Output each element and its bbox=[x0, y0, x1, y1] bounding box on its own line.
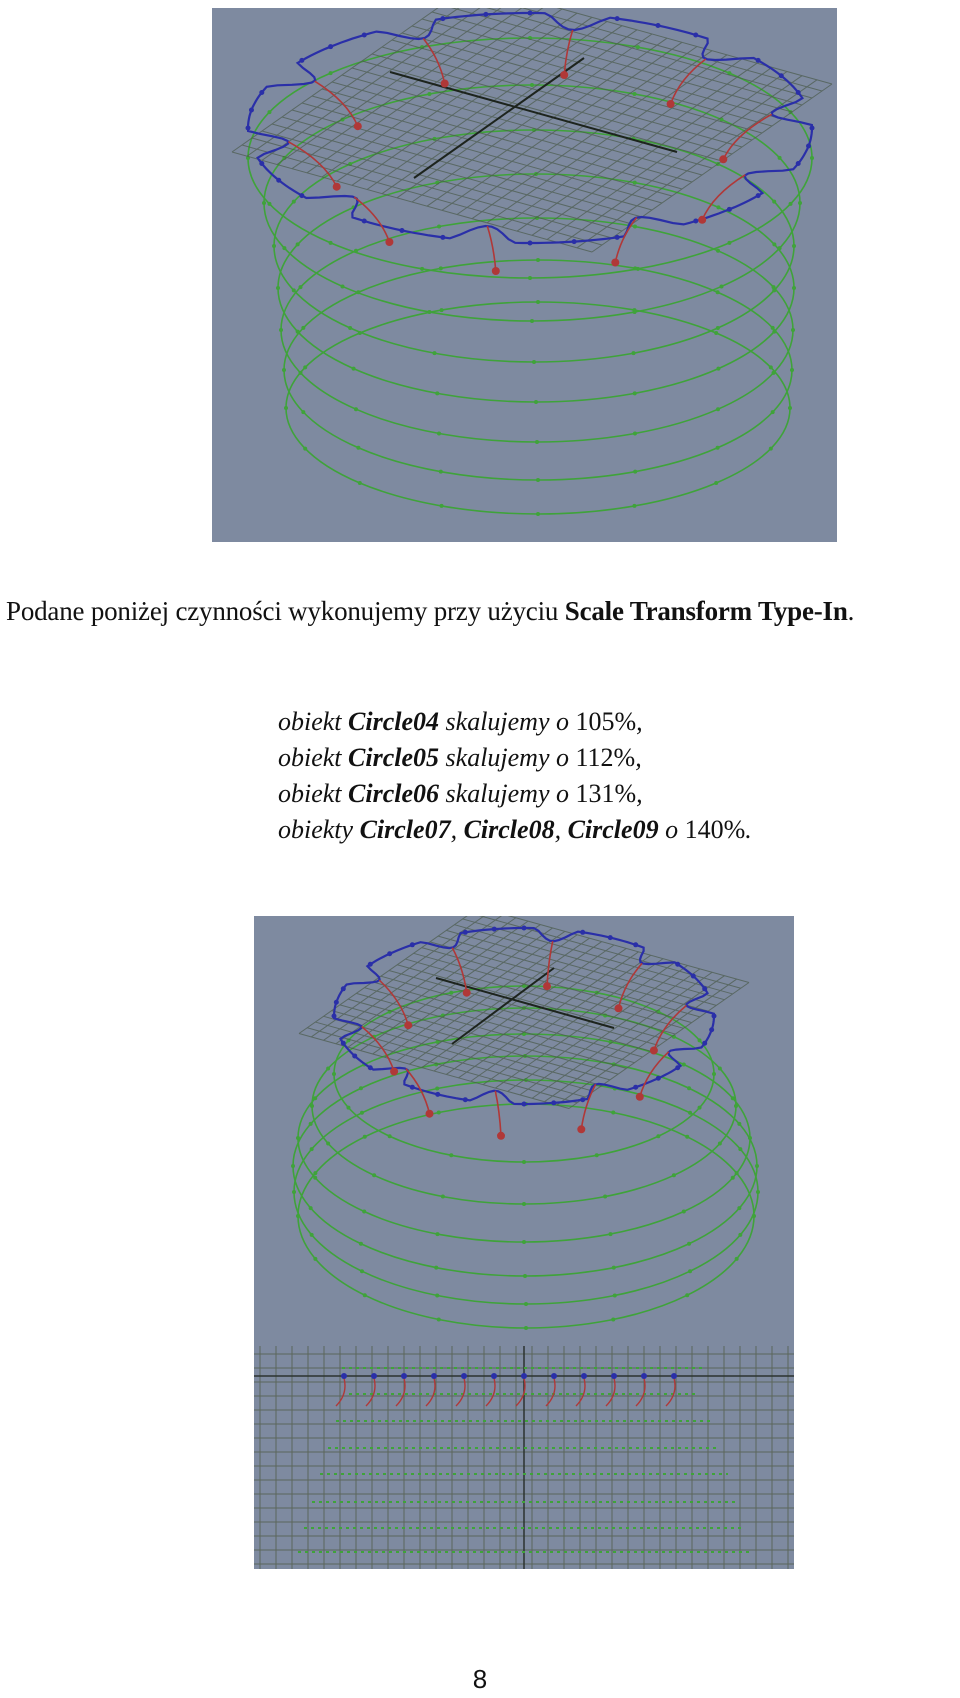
vertex-marker bbox=[796, 90, 801, 95]
vertex-marker bbox=[303, 447, 307, 451]
path-endpoint bbox=[577, 1125, 585, 1133]
vertex-marker bbox=[362, 219, 367, 224]
vertex-marker bbox=[360, 1111, 364, 1115]
path-endpoint bbox=[611, 259, 619, 267]
object-name: Circle06 bbox=[348, 779, 440, 808]
vertex-marker bbox=[698, 1038, 702, 1042]
vertex-marker bbox=[611, 1111, 615, 1115]
path-endpoint bbox=[390, 1068, 398, 1076]
vertex-marker bbox=[358, 481, 362, 485]
viewport-top-perspective bbox=[212, 8, 837, 542]
vertex-marker bbox=[328, 44, 333, 49]
vertex-marker bbox=[437, 1111, 441, 1115]
vertex-marker bbox=[685, 1135, 689, 1139]
intro-paragraph bbox=[6, 594, 956, 628]
scale-value: 112% bbox=[575, 743, 636, 772]
vertex-marker bbox=[615, 16, 620, 21]
vertex-marker bbox=[463, 930, 468, 935]
vertex-marker bbox=[772, 285, 776, 289]
vertex-marker bbox=[716, 367, 720, 371]
path-endpoint bbox=[426, 1110, 434, 1118]
vertex-marker bbox=[326, 1142, 330, 1146]
vertex-marker bbox=[790, 368, 794, 372]
vertex-marker bbox=[738, 1147, 742, 1151]
vertex-marker bbox=[536, 300, 540, 304]
vertex-marker bbox=[267, 202, 271, 206]
vertex-marker bbox=[752, 1214, 756, 1218]
vertex-marker bbox=[633, 266, 637, 270]
vertex-marker bbox=[326, 1066, 330, 1070]
vertex-marker bbox=[656, 1076, 661, 1081]
vertex-marker bbox=[410, 1085, 415, 1090]
step-verb: skalujemy o bbox=[439, 779, 576, 808]
circle-ring bbox=[264, 85, 800, 321]
path-endpoint bbox=[719, 155, 727, 163]
viewport-bottom-perspective bbox=[254, 916, 794, 1569]
vertex-marker bbox=[536, 258, 540, 262]
path-endpoint bbox=[497, 1132, 505, 1140]
step-prefix: obiekt bbox=[278, 743, 349, 772]
vertex-marker bbox=[440, 504, 444, 508]
path-endpoint bbox=[636, 1093, 644, 1101]
vertex-marker bbox=[714, 481, 718, 485]
vertex-marker bbox=[259, 161, 264, 166]
vertex-marker bbox=[530, 83, 534, 87]
separator: , bbox=[450, 815, 464, 844]
vertex-marker bbox=[528, 241, 533, 246]
vertex-marker bbox=[796, 161, 801, 166]
vertex-marker bbox=[309, 1122, 313, 1126]
vertex-marker bbox=[769, 447, 773, 451]
vertex-marker bbox=[346, 1106, 350, 1110]
vertex-marker bbox=[483, 12, 488, 17]
vertex-marker bbox=[334, 1000, 339, 1005]
vertex-marker bbox=[755, 1164, 759, 1168]
vertex-marker bbox=[536, 478, 540, 482]
vertex-marker bbox=[352, 367, 356, 371]
page-number: 8 bbox=[472, 1664, 488, 1694]
path-endpoint bbox=[615, 1004, 623, 1012]
vertex-marker bbox=[296, 1214, 300, 1218]
object-name: Circle05 bbox=[348, 743, 440, 772]
vertex-marker bbox=[491, 1373, 497, 1379]
vertex-marker bbox=[789, 202, 793, 206]
path-endpoint bbox=[698, 216, 706, 224]
vertex-marker bbox=[435, 1092, 440, 1097]
vertex-marker bbox=[688, 1269, 692, 1273]
vertex-marker bbox=[301, 326, 305, 330]
vertex-marker bbox=[772, 200, 776, 204]
vertex-marker bbox=[727, 241, 731, 245]
vertex-marker bbox=[731, 1096, 735, 1100]
path-curve bbox=[723, 114, 771, 159]
vertex-marker bbox=[633, 92, 637, 96]
vertex-marker bbox=[778, 156, 782, 160]
home-grid bbox=[299, 916, 749, 1109]
vertex-marker bbox=[656, 1134, 660, 1138]
vertex-marker bbox=[698, 1106, 702, 1110]
vertex-marker bbox=[551, 1373, 557, 1379]
vertex-marker bbox=[399, 228, 404, 233]
vertex-marker bbox=[716, 446, 720, 450]
vertex-marker bbox=[463, 1097, 468, 1102]
vertex-marker bbox=[368, 1065, 373, 1070]
vertex-marker bbox=[720, 284, 724, 288]
step-line bbox=[278, 776, 948, 812]
step-prefix: obiekt bbox=[278, 707, 349, 736]
vertex-marker bbox=[329, 241, 333, 245]
path-endpoint bbox=[354, 122, 362, 130]
intro-end: . bbox=[847, 596, 855, 626]
vertex-marker bbox=[716, 205, 720, 209]
vertex-marker bbox=[359, 1086, 363, 1090]
step-suffix: . bbox=[745, 815, 752, 844]
vertex-marker bbox=[296, 242, 300, 246]
vertex-marker bbox=[675, 962, 680, 967]
vertex-marker bbox=[580, 930, 585, 935]
vertex-marker bbox=[440, 16, 445, 21]
step-verb: skalujemy o bbox=[439, 707, 576, 736]
vertex-marker bbox=[688, 1111, 692, 1115]
vertex-marker bbox=[440, 308, 444, 312]
vertex-marker bbox=[798, 201, 802, 205]
path-endpoint bbox=[463, 989, 471, 997]
vertex-marker bbox=[810, 156, 814, 160]
vertex-marker bbox=[387, 951, 392, 956]
vertex-marker bbox=[282, 246, 286, 250]
vertex-marker bbox=[523, 1274, 527, 1278]
vertex-marker bbox=[633, 391, 637, 395]
vertex-marker bbox=[528, 276, 532, 280]
gear-profile-spline bbox=[246, 11, 815, 276]
vertex-marker bbox=[535, 440, 539, 444]
vertex-marker bbox=[301, 410, 305, 414]
vertex-marker bbox=[691, 974, 696, 979]
vertex-marker bbox=[702, 986, 707, 991]
vertex-marker bbox=[641, 1373, 647, 1379]
vertex-marker bbox=[737, 1122, 741, 1126]
scene-bottom bbox=[254, 916, 794, 1569]
vertex-marker bbox=[712, 1072, 716, 1076]
vertex-marker bbox=[348, 326, 352, 330]
vertex-marker bbox=[332, 1072, 336, 1076]
path-endpoint bbox=[667, 100, 675, 108]
vertex-marker bbox=[756, 58, 761, 63]
vertex-marker bbox=[712, 1014, 717, 1019]
vertex-marker bbox=[672, 1173, 676, 1177]
vertex-marker bbox=[299, 193, 304, 198]
vertex-marker bbox=[792, 286, 796, 290]
vertex-marker bbox=[267, 110, 271, 114]
vertex-marker bbox=[772, 242, 776, 246]
vertex-marker bbox=[354, 249, 358, 253]
vertex-marker bbox=[522, 926, 527, 931]
vertex-marker bbox=[522, 1240, 526, 1244]
vertex-marker bbox=[341, 1041, 346, 1046]
vertex-marker bbox=[524, 1326, 528, 1330]
vertex-marker bbox=[685, 1293, 689, 1297]
scene-top bbox=[212, 8, 837, 542]
vertex-marker bbox=[756, 193, 761, 198]
vertex-marker bbox=[737, 1206, 741, 1210]
vertex-marker bbox=[603, 1195, 607, 1199]
vertex-marker bbox=[727, 207, 732, 212]
vertex-marker bbox=[313, 1176, 317, 1180]
vertex-marker bbox=[292, 200, 296, 204]
vertex-marker bbox=[461, 1373, 467, 1379]
vertex-marker bbox=[368, 962, 373, 967]
scaling-steps-list bbox=[278, 704, 948, 848]
vertex-marker bbox=[632, 308, 636, 312]
vertex-marker bbox=[303, 365, 307, 369]
vertex-marker bbox=[687, 1086, 691, 1090]
path-endpoint bbox=[492, 267, 500, 275]
vertex-marker bbox=[532, 360, 536, 364]
vertex-marker bbox=[769, 365, 773, 369]
vertex-marker bbox=[276, 178, 281, 183]
vertex-marker bbox=[352, 1053, 357, 1058]
vertex-marker bbox=[791, 328, 795, 332]
vertex-marker bbox=[581, 1373, 587, 1379]
vertex-marker bbox=[371, 1373, 377, 1379]
vertex-marker bbox=[682, 1210, 686, 1214]
vertex-marker bbox=[359, 1242, 363, 1246]
vertex-marker bbox=[433, 351, 437, 355]
vertex-marker bbox=[735, 1257, 739, 1261]
vertex-marker bbox=[551, 1100, 556, 1105]
vertex-marker bbox=[437, 225, 441, 229]
scale-value: 140% bbox=[684, 815, 746, 844]
vertex-marker bbox=[709, 1027, 714, 1032]
vertex-marker bbox=[363, 1293, 367, 1297]
vertex-marker bbox=[524, 1302, 528, 1306]
object-name: Circle09 bbox=[567, 815, 659, 844]
vertex-marker bbox=[340, 284, 344, 288]
vertex-marker bbox=[530, 319, 534, 323]
vertex-marker bbox=[356, 290, 360, 294]
vertex-marker bbox=[427, 92, 431, 96]
vertex-marker bbox=[633, 1085, 638, 1090]
vertex-marker bbox=[272, 244, 276, 248]
path-endpoint bbox=[560, 71, 568, 79]
vertex-marker bbox=[771, 410, 775, 414]
intro-text: Podane poniżej czynności wykonujemy przy użyciu bbox=[6, 596, 565, 626]
vertex-marker bbox=[435, 1087, 439, 1091]
step-prefix: obiekty bbox=[278, 815, 360, 844]
vertex-marker bbox=[595, 1153, 599, 1157]
step-line bbox=[278, 740, 948, 776]
vertex-marker bbox=[572, 239, 577, 244]
vertex-marker bbox=[738, 1233, 742, 1237]
object-name: Circle07 bbox=[359, 815, 451, 844]
vertex-marker bbox=[693, 219, 698, 224]
vertex-marker bbox=[716, 407, 720, 411]
vertex-marker bbox=[792, 244, 796, 248]
vertex-marker bbox=[291, 1164, 295, 1168]
vertex-marker bbox=[431, 1373, 437, 1379]
vertex-marker bbox=[435, 391, 439, 395]
vertex-marker bbox=[779, 73, 784, 78]
path-endpoint bbox=[650, 1047, 658, 1055]
vertex-marker bbox=[810, 126, 815, 131]
vertex-marker bbox=[521, 1373, 527, 1379]
vertex-marker bbox=[522, 1102, 527, 1107]
vertex-marker bbox=[310, 1233, 314, 1237]
vertex-marker bbox=[633, 181, 637, 185]
path-endpoint bbox=[385, 238, 393, 246]
step-verb: skalujemy o bbox=[439, 743, 576, 772]
vertex-marker bbox=[522, 1202, 526, 1206]
vertex-marker bbox=[536, 512, 540, 516]
path-curve bbox=[547, 941, 553, 986]
vertex-marker bbox=[360, 1269, 364, 1273]
vertex-marker bbox=[682, 1062, 686, 1066]
path-endpoint bbox=[404, 1021, 412, 1029]
vertex-marker bbox=[611, 1317, 615, 1321]
vertex-marker bbox=[259, 90, 264, 95]
vertex-marker bbox=[329, 71, 333, 75]
vertex-marker bbox=[313, 1096, 317, 1100]
path-endpoint bbox=[543, 982, 551, 990]
vertex-marker bbox=[687, 1242, 691, 1246]
step-line-last bbox=[278, 812, 948, 848]
vertex-marker bbox=[534, 400, 538, 404]
vertex-marker bbox=[522, 1160, 526, 1164]
step-suffix: , bbox=[636, 779, 643, 808]
vertex-marker bbox=[363, 1135, 367, 1139]
vertex-marker bbox=[298, 285, 302, 289]
step-line bbox=[278, 704, 948, 740]
vertex-marker bbox=[612, 1266, 616, 1270]
vertex-marker bbox=[613, 1293, 617, 1297]
vertex-marker bbox=[388, 1134, 392, 1138]
vertex-marker bbox=[282, 368, 286, 372]
step-suffix: , bbox=[636, 707, 643, 736]
vertex-marker bbox=[693, 32, 698, 37]
vertex-marker bbox=[341, 1373, 347, 1379]
path-curve bbox=[702, 175, 745, 220]
vertex-marker bbox=[788, 406, 792, 410]
scale-value: 131% bbox=[575, 779, 637, 808]
vertex-marker bbox=[313, 1257, 317, 1261]
path-endpoint bbox=[441, 80, 449, 88]
path-curve bbox=[495, 1091, 501, 1136]
vertex-marker bbox=[702, 1041, 707, 1046]
vertex-marker bbox=[636, 45, 640, 49]
tool-name: Scale Transform Type-In bbox=[564, 596, 848, 626]
step-verb: o bbox=[658, 815, 685, 844]
vertex-marker bbox=[718, 1142, 722, 1146]
vertex-marker bbox=[249, 108, 254, 113]
vertex-marker bbox=[675, 1065, 680, 1070]
vertex-marker bbox=[437, 1317, 441, 1321]
vertex-marker bbox=[449, 991, 453, 995]
vertex-marker bbox=[718, 1066, 722, 1070]
vertex-marker bbox=[716, 249, 720, 253]
vertex-marker bbox=[332, 1014, 337, 1019]
vertex-marker bbox=[310, 1147, 314, 1151]
vertex-marker bbox=[436, 1232, 440, 1236]
vertex-marker bbox=[362, 32, 367, 37]
vertex-marker bbox=[440, 235, 445, 240]
vertex-marker bbox=[771, 326, 775, 330]
scale-value: 105% bbox=[575, 707, 637, 736]
vertex-marker bbox=[656, 23, 661, 28]
vertex-marker bbox=[372, 1173, 376, 1177]
vertex-marker bbox=[633, 431, 637, 435]
vertex-marker bbox=[437, 431, 441, 435]
vertex-marker bbox=[362, 1210, 366, 1214]
vertex-marker bbox=[633, 470, 637, 474]
vertex-marker bbox=[356, 446, 360, 450]
vertex-marker bbox=[608, 1232, 612, 1236]
vertex-marker bbox=[806, 143, 811, 148]
vertex-marker bbox=[671, 1373, 677, 1379]
vertex-marker bbox=[420, 267, 424, 271]
vertex-marker bbox=[608, 935, 613, 940]
vertex-marker bbox=[435, 1293, 439, 1297]
vertex-marker bbox=[284, 406, 288, 410]
step-prefix: obiekt bbox=[278, 779, 349, 808]
vertex-marker bbox=[358, 331, 362, 335]
vertex-marker bbox=[735, 1171, 739, 1175]
vertex-marker bbox=[714, 331, 718, 335]
vertex-marker bbox=[354, 407, 358, 411]
green-circle-rings bbox=[291, 984, 760, 1330]
step-suffix: , bbox=[635, 743, 642, 772]
path-endpoint bbox=[333, 183, 341, 191]
vertex-marker bbox=[731, 1176, 735, 1180]
vertex-marker bbox=[716, 290, 720, 294]
vertex-marker bbox=[434, 1266, 438, 1270]
vertex-marker bbox=[292, 1190, 296, 1194]
vertex-marker bbox=[633, 225, 637, 229]
vertex-marker bbox=[631, 351, 635, 355]
vertex-marker bbox=[611, 1373, 617, 1379]
vertex-marker bbox=[633, 942, 638, 947]
vertex-marker bbox=[441, 1195, 445, 1199]
vertex-marker bbox=[262, 201, 266, 205]
vertex-marker bbox=[276, 286, 280, 290]
separator: , bbox=[554, 815, 568, 844]
vertex-marker bbox=[615, 235, 620, 240]
vertex-marker bbox=[401, 1373, 407, 1379]
vertex-marker bbox=[632, 504, 636, 508]
vertex-marker bbox=[449, 1153, 453, 1157]
vertex-marker bbox=[492, 927, 497, 932]
vertex-marker bbox=[439, 470, 443, 474]
object-name: Circle08 bbox=[463, 815, 555, 844]
vertex-marker bbox=[341, 986, 346, 991]
path-curve bbox=[487, 226, 496, 271]
vertex-marker bbox=[246, 126, 251, 131]
vertex-marker bbox=[756, 1190, 760, 1194]
vertex-marker bbox=[439, 266, 443, 270]
vertex-marker bbox=[292, 288, 296, 292]
vertex-marker bbox=[580, 1097, 585, 1102]
vertex-marker bbox=[410, 942, 415, 947]
vertex-marker bbox=[279, 328, 283, 332]
vertex-marker bbox=[716, 326, 720, 330]
vertex-marker bbox=[309, 1206, 313, 1210]
object-name: Circle04 bbox=[348, 707, 440, 736]
vertex-marker bbox=[313, 1171, 317, 1175]
vertex-marker bbox=[299, 58, 304, 63]
vertex-marker bbox=[528, 11, 533, 16]
